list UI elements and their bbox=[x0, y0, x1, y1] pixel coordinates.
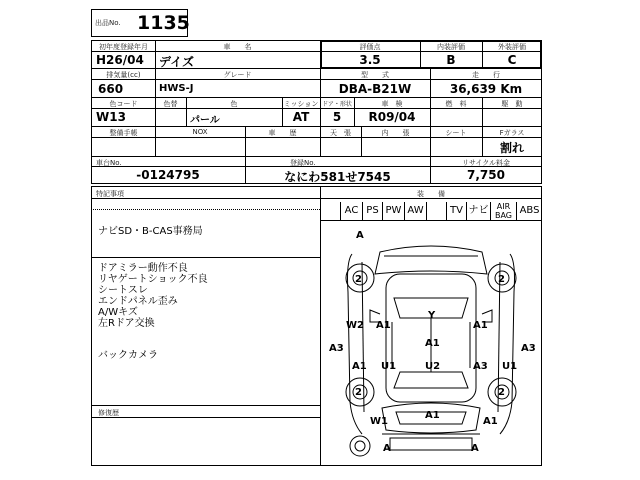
damage-mark: U2 bbox=[425, 361, 441, 372]
chassis-label: 車台No. bbox=[96, 159, 122, 167]
equipment-item-ac: AC bbox=[340, 202, 362, 220]
model-code-value: DBA-B21W bbox=[338, 82, 412, 96]
note-line: ナビSD・B-CAS事務局 bbox=[98, 226, 203, 237]
equipment-title: 装 備 bbox=[417, 190, 445, 198]
damage-mark: A1 bbox=[473, 320, 488, 331]
equipment-item-tv: TV bbox=[446, 202, 466, 220]
chassis-value: -0124795 bbox=[136, 168, 200, 182]
equipment-item-airbag: AIR BAG bbox=[490, 202, 516, 220]
doors-label: ドア・形状 bbox=[322, 101, 352, 108]
transmission-value: AT bbox=[292, 110, 310, 124]
mileage-value: 36,639 Km bbox=[449, 82, 523, 96]
damage-mark: A3 bbox=[473, 361, 488, 372]
repair-history-label: 修復歴 bbox=[98, 409, 119, 417]
notes-title: 特記事項 bbox=[96, 190, 124, 198]
note-line: バックカメラ bbox=[98, 350, 158, 361]
damage-mark: U1 bbox=[381, 361, 397, 372]
equipment-item-ps: PS bbox=[362, 202, 382, 220]
fglass-value: 割れ bbox=[499, 141, 524, 155]
lot-number-label: 出品No. bbox=[95, 19, 121, 27]
damage-mark: Y bbox=[428, 310, 436, 321]
first-reg-value: H26/04 bbox=[96, 53, 144, 67]
equipment-item-blank bbox=[426, 202, 446, 220]
headliner-label: 天 張 bbox=[330, 129, 351, 137]
damage-mark: 2 bbox=[355, 387, 362, 398]
color-value: パール bbox=[190, 115, 220, 126]
damage-mark: A1 bbox=[425, 410, 440, 421]
damage-mark: A3 bbox=[521, 343, 536, 354]
seat-label: シート bbox=[445, 129, 467, 137]
damage-mark: 2 bbox=[498, 274, 505, 285]
exterior-value: C bbox=[507, 53, 517, 67]
note-line: シートスレ bbox=[98, 285, 148, 296]
score-value: 3.5 bbox=[359, 53, 381, 67]
first-reg-label: 初年度登録年月 bbox=[99, 43, 148, 51]
damage-mark: W2 bbox=[346, 320, 364, 331]
fglass-label: Fガラス bbox=[499, 129, 525, 137]
nox-label: NOX bbox=[192, 128, 208, 136]
equipment-item-abs: ABS bbox=[516, 202, 542, 220]
damage-mark: A bbox=[356, 230, 364, 241]
damage-mark: A1 bbox=[352, 361, 367, 372]
transmission-label: ミッション bbox=[283, 100, 319, 108]
note-line: A/Wキズ bbox=[98, 307, 138, 318]
note-line: リヤゲートショック不良 bbox=[98, 274, 208, 285]
damage-mark: A1 bbox=[376, 320, 391, 331]
damage-mark: A bbox=[383, 443, 391, 454]
damage-mark: A1 bbox=[425, 338, 440, 349]
damage-mark: 2 bbox=[498, 387, 505, 398]
damage-mark: A bbox=[471, 443, 479, 454]
drive-label: 駆 動 bbox=[501, 100, 523, 108]
grade-label: グレード bbox=[223, 71, 252, 79]
maintenance-book-label: 整備手帳 bbox=[109, 129, 138, 137]
car-name-value: デイズ bbox=[159, 55, 195, 69]
damage-mark: W1 bbox=[370, 416, 388, 427]
equipment-item-pw: PW bbox=[382, 202, 404, 220]
color-change-label: 色替 bbox=[163, 100, 178, 108]
inspection-value: R09/04 bbox=[368, 110, 416, 124]
color-code-label: 色コード bbox=[109, 100, 138, 108]
displacement-label: 排気量(cc) bbox=[106, 71, 141, 79]
damage-mark: 2 bbox=[355, 274, 362, 285]
note-line: エンドパネル歪み bbox=[98, 296, 178, 307]
damage-mark: U1 bbox=[502, 361, 518, 372]
inspection-label: 車 検 bbox=[381, 100, 403, 108]
color-code-value: W13 bbox=[96, 110, 126, 124]
note-line: ドアミラー動作不良 bbox=[98, 263, 188, 274]
color-label: 色 bbox=[230, 100, 238, 108]
recycle-value: 7,750 bbox=[467, 168, 505, 182]
equipment-item-aw: AW bbox=[404, 202, 426, 220]
fuel-label: 燃 料 bbox=[445, 100, 467, 108]
damage-mark: A1 bbox=[483, 416, 498, 427]
note-line: 左Rドア交換 bbox=[98, 318, 155, 329]
history-label: 車 歴 bbox=[268, 129, 297, 137]
equipment-item-navi: ナビ bbox=[466, 202, 490, 220]
displacement-value: 660 bbox=[98, 82, 124, 96]
interior-label: 内装評価 bbox=[437, 43, 465, 51]
mileage-label: 走 行 bbox=[472, 71, 500, 79]
exterior-label: 外装評価 bbox=[498, 43, 526, 51]
interior-trim-label: 内 張 bbox=[381, 129, 410, 137]
grade-value: HWS-J bbox=[159, 83, 194, 94]
recycle-label: リサイクル料金 bbox=[461, 159, 511, 167]
score-label: 評価点 bbox=[359, 43, 381, 51]
registration-label: 登録No. bbox=[290, 159, 316, 167]
model-code-label: 型 式 bbox=[361, 71, 389, 79]
lot-number: 1135 bbox=[137, 12, 190, 34]
registration-value: なにわ581せ7545 bbox=[284, 170, 391, 184]
doors-value: 5 bbox=[332, 110, 342, 124]
interior-value: B bbox=[446, 53, 456, 67]
car-name-label: 車 名 bbox=[223, 43, 252, 51]
damage-mark: A3 bbox=[329, 343, 344, 354]
